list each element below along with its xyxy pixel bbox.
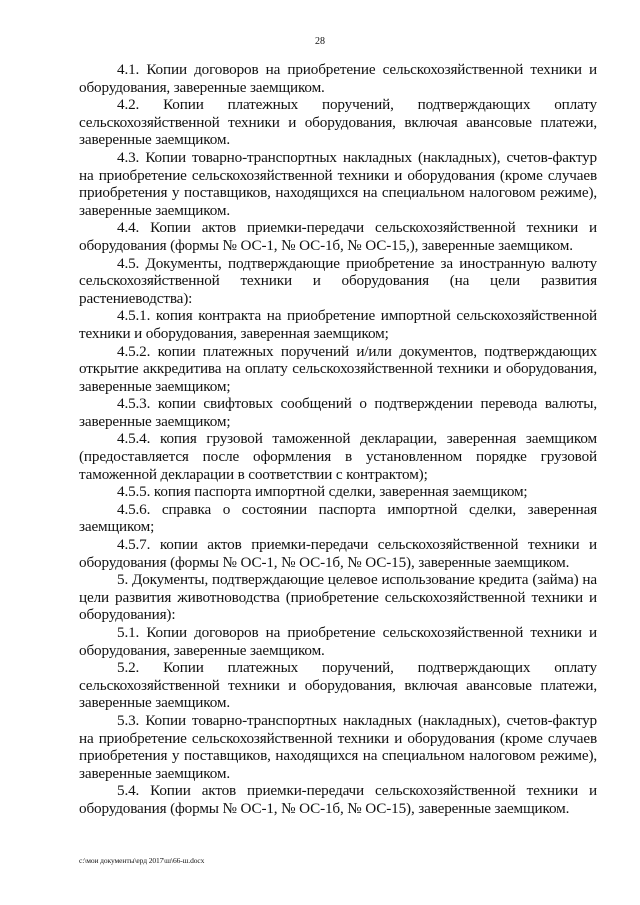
paragraph-4-5-5: 4.5.5. копия паспорта импортной сделки, заверенная заемщиком; <box>117 483 528 501</box>
paragraph-4-4: 4.4. Копии актов приемки-передачи сельскохозяйственной техники и оборудования (формы № ОС-1, № ОС-1б, № ОС-15,), заверенные заемщиком. <box>79 219 597 254</box>
paragraph-4-5-7: 4.5.7. копии актов приемки-передачи сельскохозяйственной техники и оборудования (формы № ОС-1, № ОС-1б, № ОС-15), заверенные заемщиком. <box>79 536 597 571</box>
page-number: 28 <box>315 36 325 47</box>
paragraph-5-2: 5.2. Копии платежных поручений, подтверждающих оплату сельскохозяйственной техники и оборудования, включая авансовые платежи, заверенные заемщиком. <box>79 659 597 712</box>
paragraph-4-1: 4.1. Копии договоров на приобретение сельскохозяйственной техники и оборудования, заверенные заемщиком. <box>79 61 597 96</box>
footer-file-path: c:\мои документы\ерд 2017\ш\66-ш.docx <box>79 856 205 865</box>
paragraph-4-5: 4.5. Документы, подтверждающие приобретение за иностранную валюту сельскохозяйственной техники и оборудования (на цели развития растениеводства): <box>79 254 597 307</box>
paragraph-4-5-1: 4.5.1. копия контракта на приобретение импортной сельскохозяйственной техники и оборудования, заверенная заемщиком; <box>79 307 597 342</box>
paragraph-4-5-4: 4.5.4. копия грузовой таможенной декларации, заверенная заемщиком (предоставляется после оформления в установленном порядке грузовой таможенной декларации в соответствии с контрактом); <box>79 430 597 483</box>
paragraph-5-4: 5.4. Копии актов приемки-передачи сельскохозяйственной техники и оборудования (формы № ОС-1, № ОС-1б, № ОС-15), заверенные заемщиком. <box>79 782 597 817</box>
paragraph-5: 5. Документы, подтверждающие целевое использование кредита (займа) на цели развития животноводства (приобретение сельскохозяйственной техники и оборудования): <box>79 571 597 624</box>
document-body <box>79 61 597 818</box>
paragraph-5-1: 5.1. Копии договоров на приобретение сельскохозяйственной техники и оборудования, заверенные заемщиком. <box>79 624 597 659</box>
paragraph-4-3: 4.3. Копии товарно-транспортных накладных (накладных), счетов-фактур на приобретение сельскохозяйственной техники и оборудования (кроме случаев приобретения у поставщиков, находящихся на специальном налоговом режиме), заверенные заемщиком. <box>79 148 597 219</box>
paragraph-4-5-3: 4.5.3. копии свифтовых сообщений о подтверждении перевода валюты, заверенные заемщиком; <box>79 395 597 430</box>
paragraph-4-2: 4.2. Копии платежных поручений, подтверждающих оплату сельскохозяйственной техники и оборудования, включая авансовые платежи, заверенные заемщиком. <box>79 96 597 149</box>
paragraph-4-5-2: 4.5.2. копии платежных поручений и/или документов, подтверждающих открытие аккредитива на оплату сельскохозяйственной техники и оборудования, заверенные заемщиком; <box>79 342 597 395</box>
paragraph-4-5-6: 4.5.6. справка о состоянии паспорта импортной сделки, заверенная заемщиком; <box>79 500 597 536</box>
paragraph-5-3: 5.3. Копии товарно-транспортных накладных (накладных), счетов-фактур на приобретение сельскохозяйственной техники и оборудования (кроме случаев приобретения у поставщиков, находящихся на специальном налоговом режиме), заверенные заемщиком. <box>79 711 597 782</box>
